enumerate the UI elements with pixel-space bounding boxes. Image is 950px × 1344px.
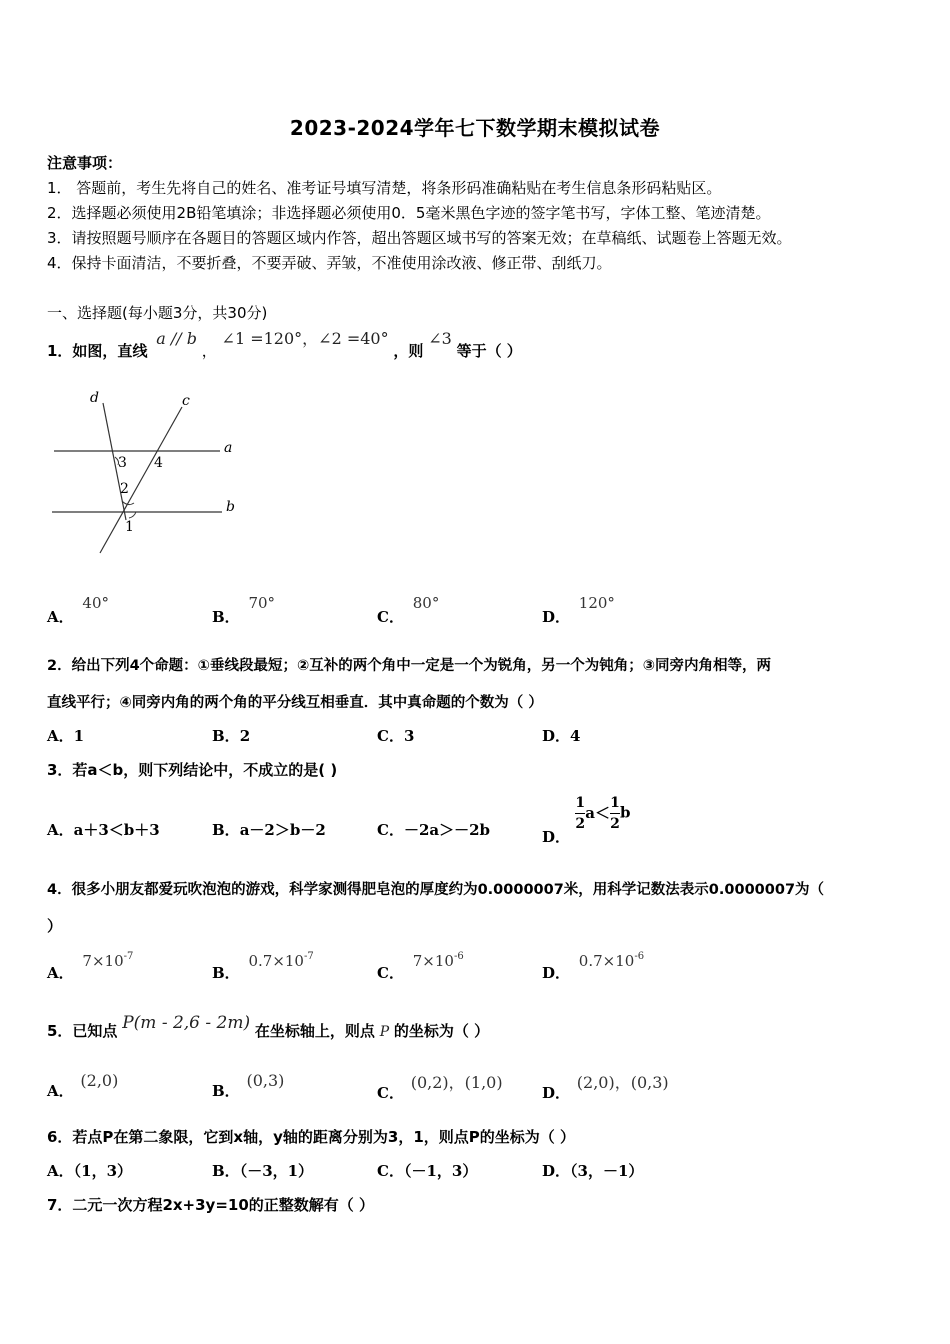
q1-option-c[interactable]: C． 80° [377, 594, 440, 626]
q2-option-b[interactable]: B．2 [212, 727, 251, 745]
q1-suffix: 等于（ ） [456, 342, 522, 360]
q6-option-b[interactable]: B．（－3，1） [212, 1162, 314, 1180]
label-angle-4: 4 [154, 455, 163, 471]
q1-stem [47, 329, 522, 361]
label-angle-2: 2 [120, 481, 129, 497]
q5-option-d[interactable]: D． (2,0)，(0,3) [542, 1073, 669, 1102]
q1-prefix: 1．如图，直线 [47, 342, 148, 360]
page-title: 2023-2024学年七下数学期末模拟试卷 [289, 116, 661, 140]
q6-stem: 6．若点P在第二象限，它到x轴，y轴的距离分别为3，1，则点P的坐标为（ ） [47, 1128, 575, 1146]
notice-item-3: 3．请按照题号顺序在各题目的答题区域内作答，超出答题区域书写的答案无效；在草稿纸、试题卷上答题无效。 [47, 229, 792, 247]
q6-option-d[interactable]: D．（3，－1） [542, 1162, 644, 1180]
q2-option-c[interactable]: C．3 [377, 727, 415, 745]
q3-option-c[interactable]: C．－2a＞－2b [377, 821, 491, 839]
q5-stem: 5．已知点 P(m - 2,6 - 2m) 在坐标轴上，则点 P 的坐标为（ ） [47, 1013, 490, 1040]
q2-option-d[interactable]: D．4 [542, 727, 581, 745]
q1-figure [40, 385, 250, 560]
fraction-half: $\frac{1}{2}$ [575, 795, 586, 832]
q3-option-b[interactable]: B．a－2＞b－2 [212, 821, 326, 839]
angle-1-arc [129, 512, 136, 518]
q1-cond-parallel: a // b [156, 329, 197, 348]
notice-item-4: 4．保持卡面清洁，不要折叠，不要弄破、弄皱，不准使用涂改液、修正带、刮纸刀。 [47, 254, 612, 272]
q6-option-c[interactable]: C．（－1，3） [377, 1162, 478, 1180]
label-a: a [224, 440, 233, 456]
fraction-half: $\frac{1}{2}$ [610, 795, 620, 832]
q3-stem: 3．若a＜b，则下列结论中，不成立的是( ) [47, 761, 338, 779]
q3-option-a[interactable]: A．a＋3＜b＋3 [47, 821, 160, 839]
q4-stem-line1: 4．很多小朋友都爱玩吹泡泡的游戏，科学家测得肥皂泡的厚度约为0.0000007米，用科学记数法表示0.0000007为（ [47, 882, 825, 898]
q4-stem-line2: ） [47, 917, 63, 935]
q1-sep2: ，则 [393, 342, 424, 360]
q5-point: P(m - 2,6 - 2m) [122, 1013, 251, 1033]
label-d: d [90, 390, 99, 406]
q7-stem: 7．二元一次方程2x+3y=10的正整数解有（ ） [47, 1196, 374, 1214]
q1-sep1: ， [201, 342, 217, 360]
q2-stem-line1: 2．给出下列4个命题：①垂线段最短；②互补的两个角中一定是一个为锐角，另一个为钝角；③同旁内角相等，两 [47, 658, 772, 674]
label-angle-3: 3 [118, 455, 127, 471]
q1-cond-angles: ∠1 =120°，∠2 =40° [221, 329, 389, 348]
q4-option-d[interactable]: D． $0.7\times 10^{-6}$ [542, 951, 645, 982]
q3-option-d[interactable]: D． $\frac{1}{2}a<\frac{1}{2}b$ [542, 795, 631, 846]
section-heading: 一、选择题(每小题3分，共30分) [47, 304, 268, 322]
notice-item-2: 2．选择题必须使用2B铅笔填涂；非选择题必须使用0．5毫米黑色字迹的签字笔书写，字体工整、笔迹清楚。 [47, 204, 771, 222]
q4-option-a[interactable]: A． $7\times 10^{-7}$ [47, 951, 134, 982]
label-b: b [226, 499, 235, 515]
q1-option-d[interactable]: D． 120° [542, 594, 615, 626]
label-angle-1: 1 [125, 519, 134, 535]
label-c: c [182, 393, 190, 409]
q4-option-b[interactable]: B． $0.7\times 10^{-7}$ [212, 951, 314, 982]
notice-heading: 注意事项： [47, 154, 123, 172]
q6-option-a[interactable]: A．（1，3） [47, 1162, 133, 1180]
notice-item-1: 1． 答题前，考生先将自己的姓名、准考证号填写清楚，将条形码准确粘贴在考生信息条形码粘贴区。 [47, 179, 722, 197]
line-c [100, 407, 182, 553]
q4-option-c[interactable]: C． $7\times 10^{-6}$ [377, 951, 464, 982]
q1-target-angle: ∠3 [428, 329, 452, 348]
q5-option-a[interactable]: A． (2,0) [47, 1071, 119, 1100]
q1-option-b[interactable]: B． 70° [212, 594, 276, 626]
q5-option-c[interactable]: C． (0,2)，(1,0) [377, 1073, 503, 1102]
q1-option-a[interactable]: A． 40° [47, 594, 110, 626]
q2-option-a[interactable]: A．1 [47, 727, 85, 745]
q2-stem-line2: 直线平行；④同旁内角的两个角的平分线互相垂直．其中真命题的个数为（ ） [47, 695, 543, 711]
q5-option-b[interactable]: B． (0,3) [212, 1071, 285, 1100]
